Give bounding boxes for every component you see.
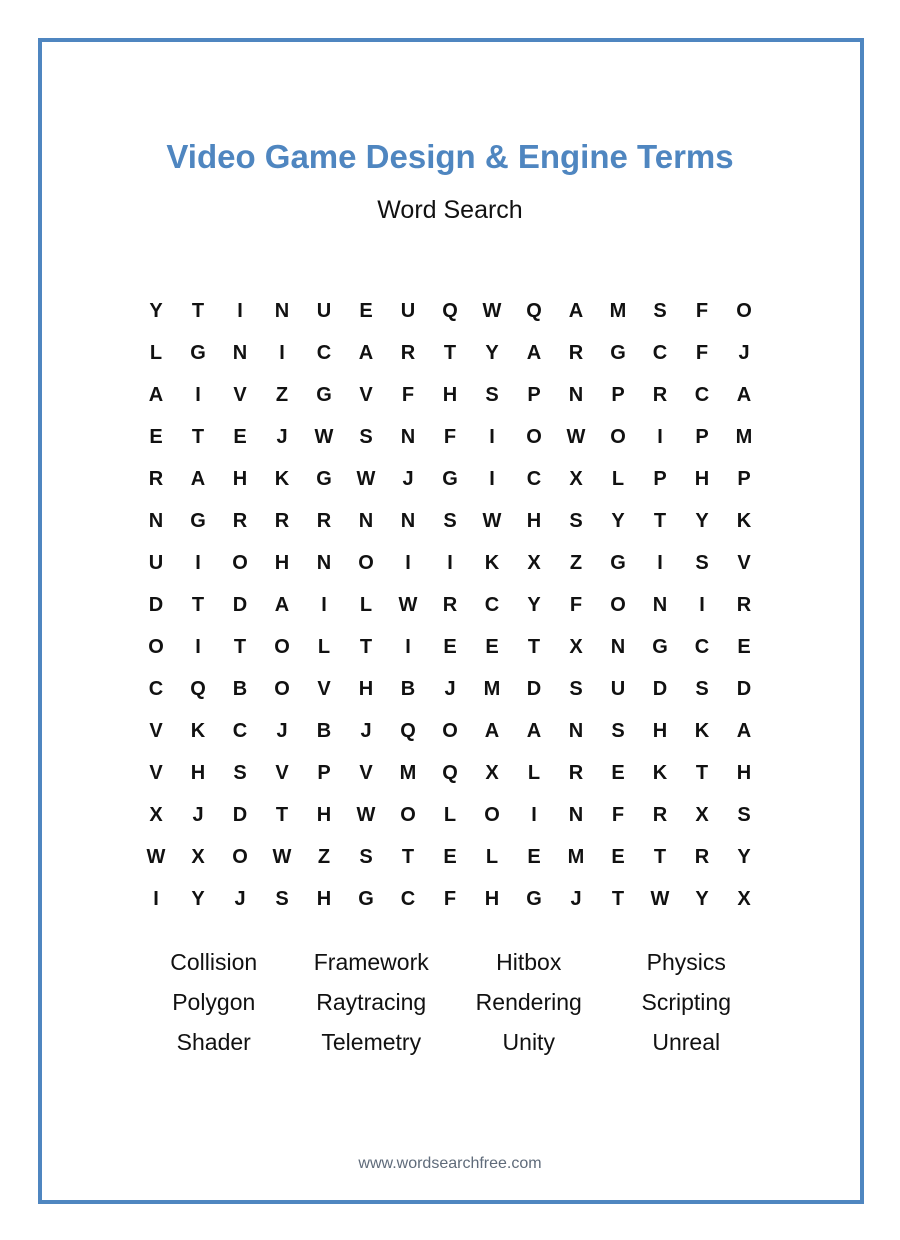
grid-letter: I bbox=[447, 551, 453, 574]
grid-letter: I bbox=[657, 425, 663, 448]
grid-letter: W bbox=[482, 509, 502, 532]
grid-letter: E bbox=[611, 761, 625, 784]
grid-letter: H bbox=[736, 761, 752, 784]
grid-letter: Y bbox=[695, 509, 709, 532]
grid-letter: K bbox=[652, 761, 668, 784]
grid-letter: O bbox=[232, 845, 248, 868]
grid-letter: R bbox=[652, 383, 668, 406]
grid-letter: R bbox=[316, 509, 332, 532]
grid-letter: E bbox=[359, 299, 373, 322]
grid-letter: H bbox=[484, 887, 500, 910]
grid-letter: N bbox=[568, 719, 584, 742]
grid-letter: I bbox=[195, 635, 201, 658]
grid-letter: P bbox=[653, 467, 667, 490]
grid-letter: W bbox=[356, 803, 376, 826]
grid-letter: L bbox=[443, 803, 457, 826]
grid-letter: E bbox=[485, 635, 499, 658]
grid-letter: P bbox=[737, 467, 751, 490]
grid-letter: V bbox=[317, 677, 331, 700]
grid-letter: J bbox=[276, 425, 288, 448]
word-list bbox=[135, 942, 765, 1062]
grid-letter: A bbox=[190, 467, 206, 490]
grid-letter: W bbox=[398, 593, 418, 616]
grid-letter: N bbox=[358, 509, 374, 532]
grid-letter: T bbox=[443, 341, 457, 364]
grid-letter: X bbox=[527, 551, 541, 574]
grid-letter: J bbox=[402, 467, 414, 490]
grid-letter: T bbox=[191, 593, 205, 616]
word-list-item: Scripting bbox=[641, 988, 731, 1015]
grid-letter: E bbox=[527, 845, 541, 868]
grid-letter: N bbox=[610, 635, 626, 658]
grid-letter: N bbox=[568, 803, 584, 826]
grid-letter: X bbox=[695, 803, 709, 826]
grid-letter: E bbox=[149, 425, 163, 448]
grid-letter: H bbox=[358, 677, 374, 700]
grid-letter: B bbox=[400, 677, 416, 700]
grid-letter: C bbox=[400, 887, 416, 910]
grid-letter: N bbox=[568, 383, 584, 406]
grid-letter: S bbox=[569, 509, 583, 532]
grid-letter: S bbox=[569, 677, 583, 700]
grid-letter: C bbox=[526, 467, 542, 490]
grid-letter: G bbox=[316, 467, 332, 490]
grid-letter: Y bbox=[611, 509, 625, 532]
grid-letter: W bbox=[482, 299, 502, 322]
grid-letter: S bbox=[233, 761, 247, 784]
grid-letter: Y bbox=[485, 341, 499, 364]
grid-letter: Y bbox=[149, 299, 163, 322]
grid-letter: W bbox=[146, 845, 166, 868]
grid-letter: S bbox=[695, 677, 709, 700]
word-list-item: Raytracing bbox=[316, 988, 427, 1015]
grid-letter: A bbox=[568, 299, 584, 322]
grid-letter: T bbox=[695, 761, 709, 784]
grid-letter: H bbox=[190, 761, 206, 784]
grid-letter: N bbox=[652, 593, 668, 616]
grid-letter: T bbox=[275, 803, 289, 826]
grid-letter: T bbox=[653, 845, 667, 868]
grid-letter: I bbox=[237, 299, 243, 322]
grid-letter: A bbox=[148, 383, 164, 406]
grid-letter: V bbox=[359, 383, 373, 406]
grid-letter: L bbox=[359, 593, 373, 616]
grid-letter: O bbox=[442, 719, 458, 742]
word-list-item: Unity bbox=[502, 1028, 555, 1055]
grid-letter: K bbox=[190, 719, 206, 742]
grid-letter: S bbox=[485, 383, 499, 406]
grid-letter: T bbox=[611, 887, 625, 910]
grid-letter: R bbox=[736, 593, 752, 616]
grid-letter: O bbox=[358, 551, 374, 574]
grid-letter: I bbox=[657, 551, 663, 574]
grid-letter: A bbox=[736, 383, 752, 406]
grid-letter: O bbox=[484, 803, 500, 826]
grid-letter: I bbox=[699, 593, 705, 616]
grid-letter: S bbox=[275, 887, 289, 910]
grid-letter: E bbox=[443, 845, 457, 868]
page-title: Video Game Design & Engine Terms bbox=[166, 138, 734, 175]
grid-letter: T bbox=[191, 425, 205, 448]
grid-letter: M bbox=[735, 425, 753, 448]
grid-letter: Y bbox=[737, 845, 751, 868]
grid-letter: J bbox=[276, 719, 288, 742]
grid-letter: E bbox=[737, 635, 751, 658]
grid-letter: P bbox=[317, 761, 331, 784]
grid-letter: E bbox=[233, 425, 247, 448]
grid-letter: P bbox=[695, 425, 709, 448]
grid-letter: J bbox=[570, 887, 582, 910]
grid-letter: H bbox=[652, 719, 668, 742]
grid-letter: R bbox=[400, 341, 416, 364]
grid-letter: I bbox=[489, 425, 495, 448]
grid-letter: S bbox=[737, 803, 751, 826]
grid-letter: V bbox=[737, 551, 751, 574]
grid-letter: I bbox=[405, 635, 411, 658]
grid-letter: I bbox=[195, 551, 201, 574]
grid-letter: F bbox=[695, 341, 709, 364]
grid-letter: U bbox=[148, 551, 164, 574]
grid-letter: J bbox=[234, 887, 246, 910]
grid-letter: V bbox=[359, 761, 373, 784]
grid-letter: X bbox=[191, 845, 205, 868]
grid-letter: Q bbox=[190, 677, 206, 700]
grid-letter: X bbox=[569, 467, 583, 490]
grid-letter: G bbox=[442, 467, 458, 490]
grid-letter: A bbox=[358, 341, 374, 364]
grid-letter: D bbox=[526, 677, 542, 700]
grid-letter: W bbox=[314, 425, 334, 448]
grid-letter: Z bbox=[275, 383, 289, 406]
grid-letter: W bbox=[356, 467, 376, 490]
grid-letter: M bbox=[483, 677, 501, 700]
grid-letter: H bbox=[316, 887, 332, 910]
grid-letter: I bbox=[321, 593, 327, 616]
grid-letter: W bbox=[272, 845, 292, 868]
grid-letter: Y bbox=[191, 887, 205, 910]
grid-letter: D bbox=[232, 593, 248, 616]
grid-letter: O bbox=[274, 635, 290, 658]
grid-letter: R bbox=[442, 593, 458, 616]
grid-letter: T bbox=[233, 635, 247, 658]
grid-letter: H bbox=[274, 551, 290, 574]
grid-letter: R bbox=[694, 845, 710, 868]
grid-letter: R bbox=[652, 803, 668, 826]
grid-letter: B bbox=[232, 677, 248, 700]
grid-letter: U bbox=[316, 299, 332, 322]
word-list-item: Telemetry bbox=[321, 1028, 422, 1055]
grid-letter: J bbox=[360, 719, 372, 742]
grid-letter: L bbox=[485, 845, 499, 868]
grid-letter: E bbox=[443, 635, 457, 658]
grid-letter: N bbox=[400, 509, 416, 532]
grid-letter: C bbox=[148, 677, 164, 700]
grid-letter: V bbox=[233, 383, 247, 406]
grid-letter: F bbox=[401, 383, 415, 406]
grid-letter: E bbox=[611, 845, 625, 868]
word-list-item: Framework bbox=[313, 948, 429, 975]
grid-letter: P bbox=[527, 383, 541, 406]
grid-letter: Q bbox=[526, 299, 542, 322]
grid-letter: A bbox=[526, 719, 542, 742]
grid-letter: G bbox=[358, 887, 374, 910]
grid-letter: Z bbox=[317, 845, 331, 868]
grid-letter: Y bbox=[695, 887, 709, 910]
grid-letter: U bbox=[400, 299, 416, 322]
grid-letter: K bbox=[484, 551, 500, 574]
grid-letter: W bbox=[566, 425, 586, 448]
grid-letter: G bbox=[190, 509, 206, 532]
grid-letter: C bbox=[232, 719, 248, 742]
grid-letter: T bbox=[653, 509, 667, 532]
word-list-item: Polygon bbox=[172, 988, 256, 1015]
grid-letter: A bbox=[526, 341, 542, 364]
grid-letter: S bbox=[611, 719, 625, 742]
grid-letter: M bbox=[609, 299, 627, 322]
grid-letter: O bbox=[232, 551, 248, 574]
word-list-item: Rendering bbox=[475, 988, 582, 1015]
grid-letter: K bbox=[736, 509, 752, 532]
grid-letter: O bbox=[610, 425, 626, 448]
grid-letter: X bbox=[737, 887, 751, 910]
grid-letter: O bbox=[148, 635, 164, 658]
grid-letter: S bbox=[653, 299, 667, 322]
grid-letter: C bbox=[694, 635, 710, 658]
grid-letter: D bbox=[652, 677, 668, 700]
grid-letter: G bbox=[190, 341, 206, 364]
grid-letter: G bbox=[652, 635, 668, 658]
grid-letter: X bbox=[485, 761, 499, 784]
grid-letter: R bbox=[148, 467, 164, 490]
grid-letter: I bbox=[153, 887, 159, 910]
grid-letter: Z bbox=[569, 551, 583, 574]
grid-letter: F bbox=[443, 887, 457, 910]
page-subtitle: Word Search bbox=[377, 196, 523, 224]
grid-letter: I bbox=[279, 341, 285, 364]
grid-letter: L bbox=[611, 467, 625, 490]
letter-grid bbox=[135, 290, 765, 920]
grid-letter: O bbox=[274, 677, 290, 700]
grid-letter: T bbox=[527, 635, 541, 658]
word-list-item: Unreal bbox=[652, 1028, 721, 1055]
grid-letter: H bbox=[232, 467, 248, 490]
grid-letter: P bbox=[611, 383, 625, 406]
grid-letter: H bbox=[316, 803, 332, 826]
grid-letter: I bbox=[489, 467, 495, 490]
grid-letter: N bbox=[232, 341, 248, 364]
grid-letter: N bbox=[316, 551, 332, 574]
grid-letter: R bbox=[232, 509, 248, 532]
grid-letter: F bbox=[569, 593, 583, 616]
grid-letter: Q bbox=[442, 299, 458, 322]
grid-letter: J bbox=[738, 341, 750, 364]
grid-letter: I bbox=[531, 803, 537, 826]
grid-letter: H bbox=[526, 509, 542, 532]
grid-letter: N bbox=[400, 425, 416, 448]
grid-letter: K bbox=[274, 467, 290, 490]
grid-letter: O bbox=[610, 593, 626, 616]
grid-letter: T bbox=[359, 635, 373, 658]
grid-letter: U bbox=[610, 677, 626, 700]
grid-letter: Y bbox=[527, 593, 541, 616]
grid-letter: R bbox=[568, 761, 584, 784]
grid-letter: M bbox=[399, 761, 417, 784]
grid-letter: L bbox=[527, 761, 541, 784]
grid-letter: O bbox=[736, 299, 752, 322]
grid-letter: T bbox=[191, 299, 205, 322]
grid-letter: V bbox=[149, 719, 163, 742]
grid-letter: S bbox=[443, 509, 457, 532]
grid-letter: G bbox=[316, 383, 332, 406]
grid-letter: D bbox=[232, 803, 248, 826]
grid-letter: F bbox=[443, 425, 457, 448]
grid-letter: G bbox=[610, 551, 626, 574]
grid-letter: W bbox=[650, 887, 670, 910]
grid-letter: F bbox=[695, 299, 709, 322]
grid-letter: S bbox=[359, 425, 373, 448]
grid-letter: G bbox=[526, 887, 542, 910]
grid-letter: A bbox=[484, 719, 500, 742]
grid-letter: C bbox=[652, 341, 668, 364]
grid-letter: V bbox=[149, 761, 163, 784]
grid-letter: R bbox=[568, 341, 584, 364]
grid-letter: Q bbox=[400, 719, 416, 742]
grid-letter: D bbox=[148, 593, 164, 616]
grid-letter: F bbox=[611, 803, 625, 826]
grid-letter: G bbox=[610, 341, 626, 364]
grid-letter: J bbox=[192, 803, 204, 826]
word-list-item: Physics bbox=[646, 948, 726, 975]
grid-letter: I bbox=[405, 551, 411, 574]
grid-letter: N bbox=[274, 299, 290, 322]
footer-url: www.wordsearchfree.com bbox=[358, 1155, 542, 1172]
grid-letter: L bbox=[317, 635, 331, 658]
grid-letter: S bbox=[695, 551, 709, 574]
grid-letter: Q bbox=[442, 761, 458, 784]
grid-letter: H bbox=[442, 383, 458, 406]
grid-letter: A bbox=[274, 593, 290, 616]
grid-letter: T bbox=[401, 845, 415, 868]
grid-letter: L bbox=[149, 341, 163, 364]
grid-letter: H bbox=[694, 467, 710, 490]
grid-letter: D bbox=[736, 677, 752, 700]
word-list-item: Shader bbox=[176, 1028, 251, 1055]
grid-letter: V bbox=[275, 761, 289, 784]
grid-letter: M bbox=[567, 845, 585, 868]
grid-letter: X bbox=[569, 635, 583, 658]
grid-letter: S bbox=[359, 845, 373, 868]
grid-letter: O bbox=[400, 803, 416, 826]
grid-letter: A bbox=[736, 719, 752, 742]
grid-letter: X bbox=[149, 803, 163, 826]
word-list-item: Collision bbox=[170, 948, 258, 975]
grid-letter: C bbox=[694, 383, 710, 406]
grid-letter: C bbox=[316, 341, 332, 364]
grid-letter: K bbox=[694, 719, 710, 742]
grid-letter: N bbox=[148, 509, 164, 532]
grid-letter: I bbox=[195, 383, 201, 406]
grid-letter: C bbox=[484, 593, 500, 616]
grid-letter: J bbox=[444, 677, 456, 700]
grid-letter: O bbox=[526, 425, 542, 448]
word-list-item: Hitbox bbox=[496, 948, 562, 975]
grid-letter: B bbox=[316, 719, 332, 742]
grid-letter: R bbox=[274, 509, 290, 532]
